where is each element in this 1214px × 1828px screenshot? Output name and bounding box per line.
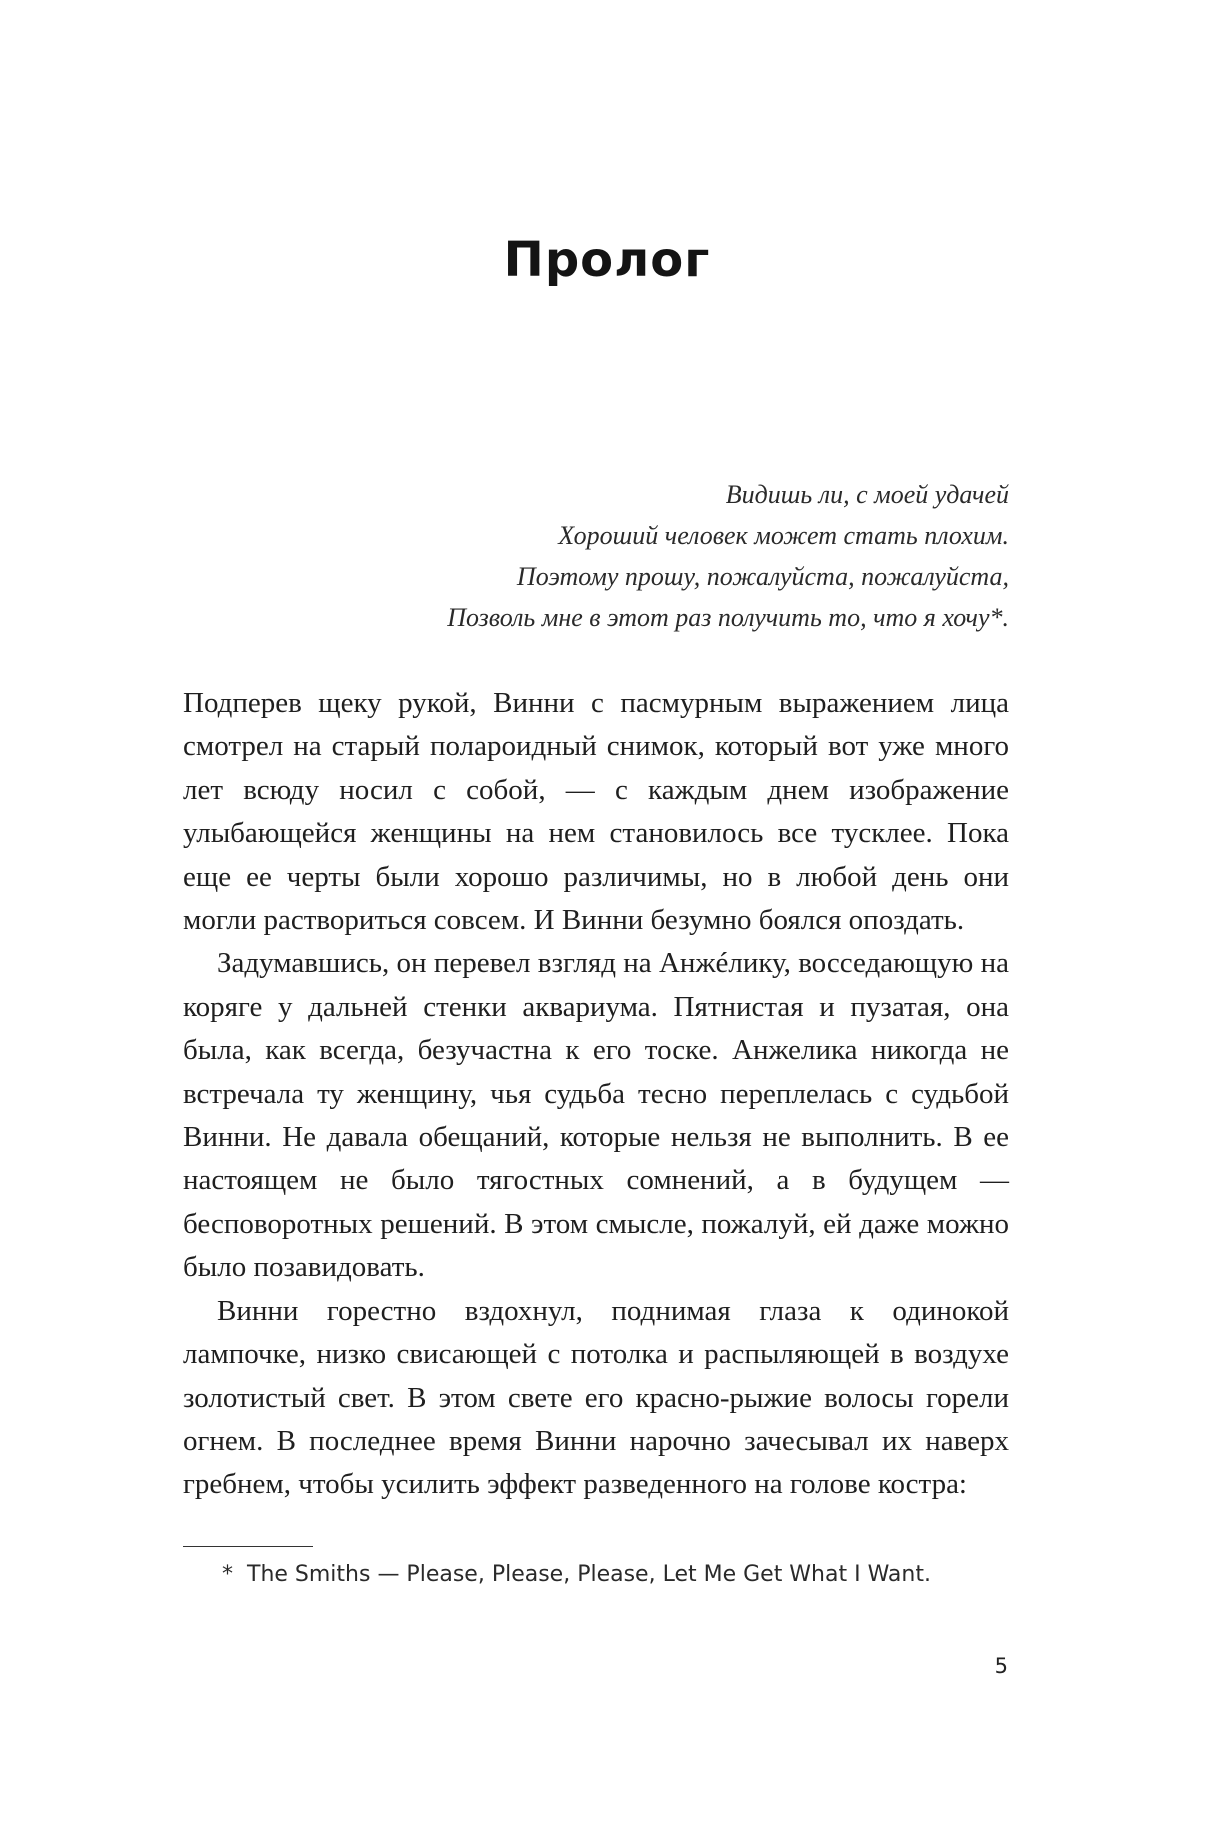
epigraph-line: Поэтому прошу, пожалуйста, пожалуйста, xyxy=(516,562,1009,591)
epigraph-line: Хороший человек может стать плохим. xyxy=(558,521,1009,550)
paragraph: Винни горестно вздохнул, поднимая глаза к одинокой лампочке, низко свисающей с потолка и распыляющей в воздухе золотистый свет. В этом свете его красно-рыжие волосы горели огнем. В последнее время Винни нарочно зачесывал их наверх гребнем, чтобы усилить эффект разведенного на голове костра: xyxy=(183,1294,1009,1501)
chapter-title: Пролог xyxy=(503,232,711,288)
page-number: 5 xyxy=(994,1654,1008,1678)
footnote xyxy=(222,1560,931,1590)
body-text xyxy=(183,682,1009,1507)
epigraph xyxy=(249,474,1009,638)
footnote-divider xyxy=(183,1546,313,1547)
paragraph: Задумавшись, он перевел взгляд на Анжéлику, восседающую на коряге у дальней стенки аквариума. Пятнистая и пузатая, она была, как всегда, безучастна к его тоске. Анжелика никогда не встречала ту женщину, чья судьба тесно переплелась с судьбой Винни. Не давала обещаний, которые нельзя не выполнить. В ее настоящем не было тягостных сомнений, а в будущем — бесповоротных решений. В этом смысле, пожалуй, ей даже можно было позавидовать. xyxy=(183,947,1009,1284)
epigraph-line: Видишь ли, с моей удачей xyxy=(725,480,1009,509)
footnote-text: The Smiths — Please, Please, Please, Let Me Get What I Want. xyxy=(247,1562,931,1587)
paragraph: Подперев щеку рукой, Винни с пасмурным выражением лица смотрел на старый полароидный снимок, который вот уже много лет всюду носил с собой, — с каждым днем изображение улыбающейся женщины на нем становилось все тусклее. Пока еще ее черты были хорошо различимы, но в любой день они могли раствориться совсем. И Винни безумно боялся опоздать. xyxy=(183,687,1009,937)
footnote-mark: * xyxy=(222,1562,233,1587)
epigraph-line: Позволь мне в этот раз получить то, что я хочу*. xyxy=(447,603,1009,632)
